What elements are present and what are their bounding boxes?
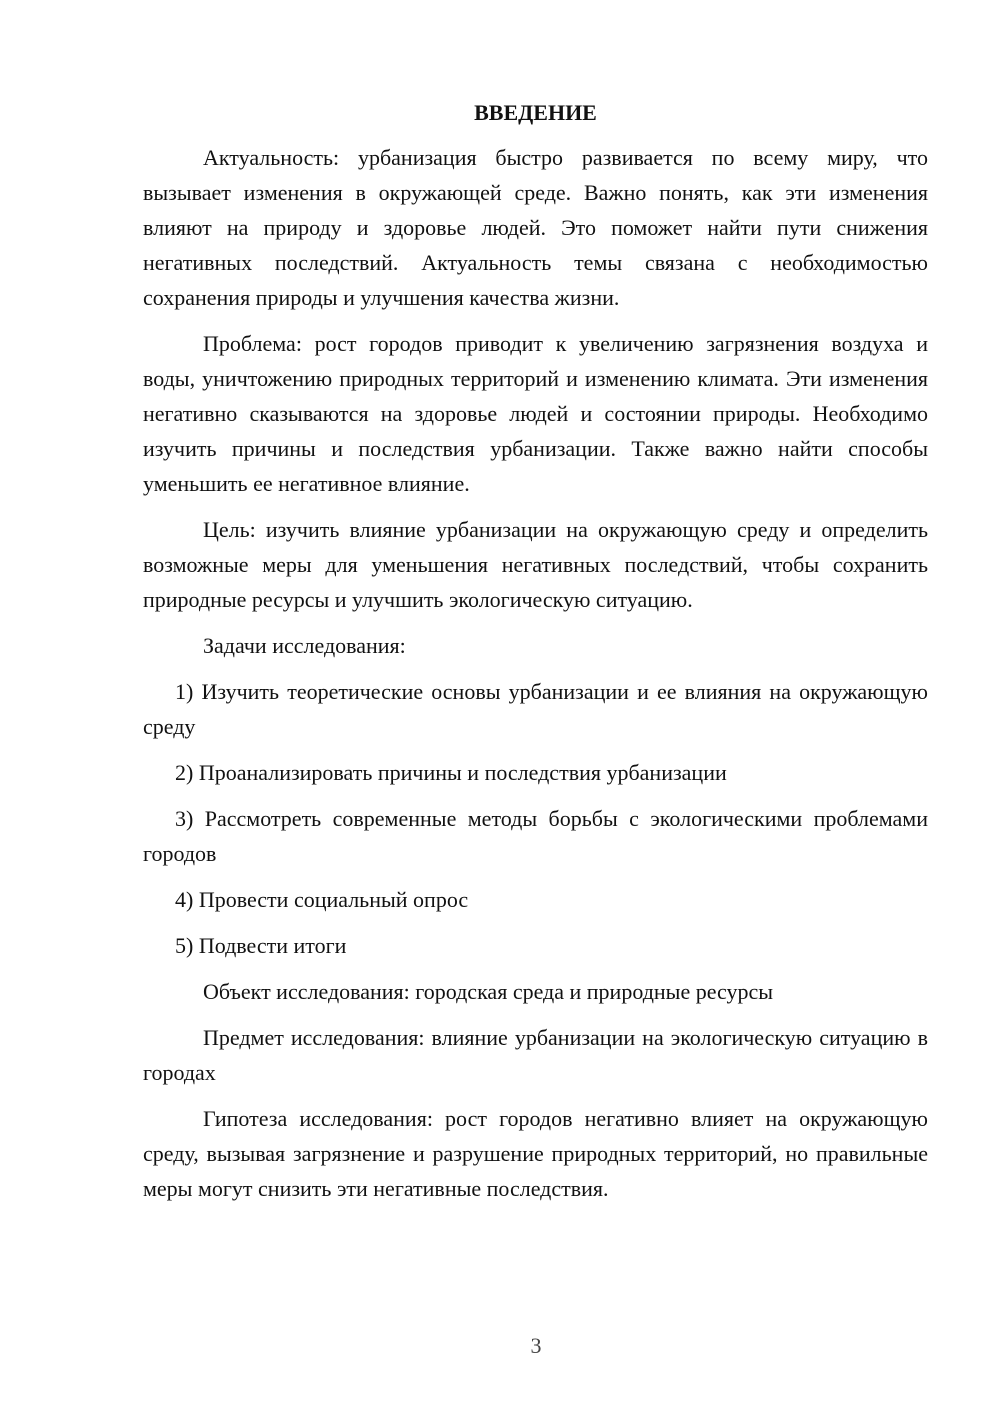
problem-paragraph: Проблема: рост городов приводит к увеличению загрязнения воздуха и воды, уничтожению природных территорий и изменению климата. Эти изменения негативно сказываются на здоровье людей и состоянии природы. Необходимо изучить причины и последствия урбанизации. Также важно найти способы уменьшить ее негативное влияние. — [143, 331, 928, 496]
task-item: 1) Изучить теоретические основы урбанизации и ее влияния на окружающую среду — [143, 679, 928, 739]
task-item: 2) Проанализировать причины и последствия урбанизации — [175, 760, 727, 785]
task-item: 4) Провести социальный опрос — [175, 887, 469, 912]
relevance-paragraph: Актуальность: урбанизация быстро развивается по всему миру, что вызывает изменения в окружающей среде. Важно понять, как эти изменения влияют на природу и здоровье людей. Это поможет найти пути снижения негативных последствий. Актуальность темы связана с необходимостью сохранения природы и улучшения качества жизни. — [143, 145, 928, 310]
tasks-heading: Задачи исследования: — [203, 633, 406, 658]
goal-paragraph: Цель: изучить влияние урбанизации на окружающую среду и определить возможные меры для уменьшения негативных последствий, чтобы сохранить природные ресурсы и улучшить экологическую ситуацию. — [143, 517, 928, 612]
page-content — [143, 95, 928, 1206]
subject-paragraph: Предмет исследования: влияние урбанизации на экологическую ситуацию в городах — [143, 1025, 928, 1085]
page-number: 3 — [530, 1333, 542, 1358]
task-item: 5) Подвести итоги — [175, 933, 347, 958]
hypothesis-paragraph: Гипотеза исследования: рост городов негативно влияет на окружающую среду, вызывая загрязнение и разрушение природных территорий, но правильные меры могут снизить эти негативные последствия. — [143, 1106, 928, 1201]
object-paragraph: Объект исследования: городская среда и природные ресурсы — [203, 979, 774, 1004]
page-title: ВВЕДЕНИЕ — [474, 100, 597, 125]
task-item: 3) Рассмотреть современные методы борьбы с экологическими проблемами городов — [143, 806, 928, 866]
